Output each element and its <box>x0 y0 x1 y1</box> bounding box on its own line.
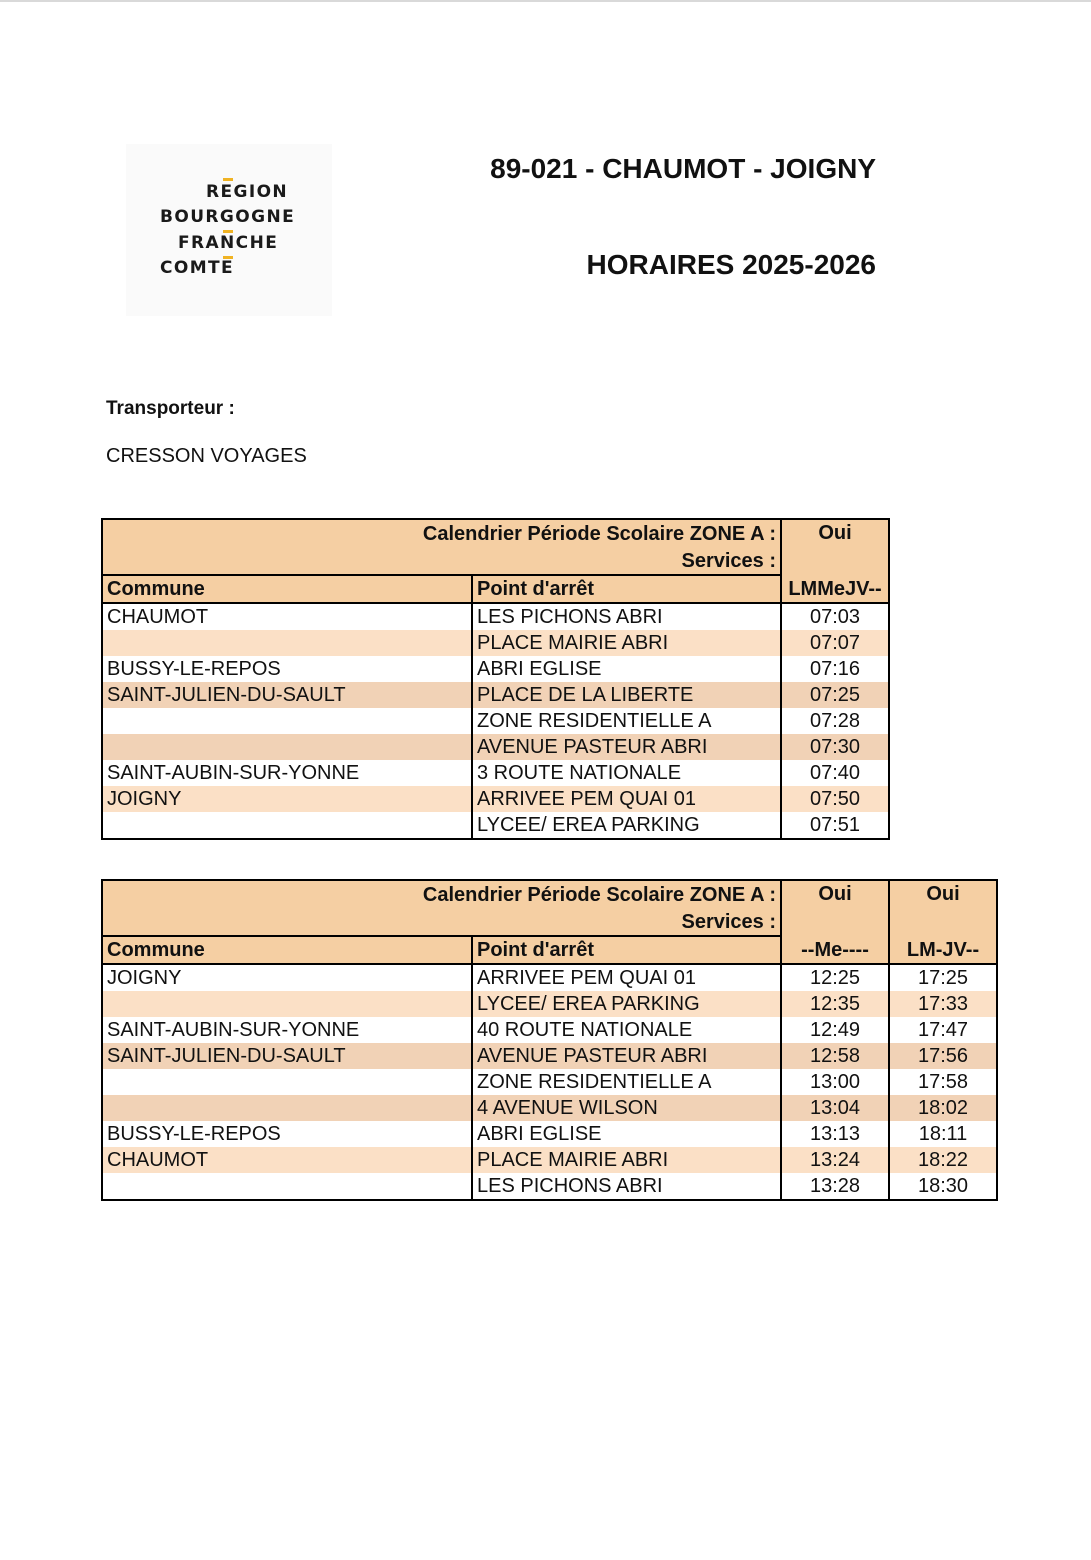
table-row <box>102 1043 997 1069</box>
calendar-row <box>102 880 997 908</box>
timetable-outbound <box>101 518 890 840</box>
cell-time: 12:58 <box>781 1043 889 1069</box>
cell-time: 07:51 <box>781 812 889 839</box>
cell-stop: LYCEE/ EREA PARKING <box>472 991 781 1017</box>
cell-time: 07:25 <box>781 682 889 708</box>
cell-commune <box>102 630 472 656</box>
cell-time: 17:58 <box>889 1069 997 1095</box>
column-header-stop: Point d'arrêt <box>472 936 781 964</box>
cell-commune <box>102 812 472 839</box>
service-calendar-value: Oui <box>889 880 997 936</box>
column-header-commune: Commune <box>102 936 472 964</box>
cell-commune: BUSSY-LE-REPOS <box>102 1121 472 1147</box>
table-row <box>102 1173 997 1200</box>
cell-time: 18:11 <box>889 1121 997 1147</box>
logo-line-comte: COMTE <box>160 258 235 278</box>
cell-time: 07:07 <box>781 630 889 656</box>
table-row <box>102 760 889 786</box>
table-row <box>102 991 997 1017</box>
table-row <box>102 964 997 991</box>
services-label: Services : <box>102 547 781 575</box>
cell-time: 13:00 <box>781 1069 889 1095</box>
cell-commune <box>102 734 472 760</box>
column-header-stop: Point d'arrêt <box>472 575 781 603</box>
column-header-row <box>102 936 997 964</box>
service-calendar-value: Oui <box>781 519 889 575</box>
table-row <box>102 708 889 734</box>
table-row <box>102 656 889 682</box>
cell-time: 12:25 <box>781 964 889 991</box>
cell-time: 12:49 <box>781 1017 889 1043</box>
cell-time: 18:30 <box>889 1173 997 1200</box>
service-days: LM-JV-- <box>889 936 997 964</box>
cell-stop: ABRI EGLISE <box>472 1121 781 1147</box>
cell-stop: LYCEE/ EREA PARKING <box>472 812 781 839</box>
cell-stop: LES PICHONS ABRI <box>472 603 781 630</box>
cell-commune <box>102 991 472 1017</box>
logo-line-region: REGION <box>206 182 289 202</box>
cell-commune: CHAUMOT <box>102 603 472 630</box>
cell-time: 07:28 <box>781 708 889 734</box>
route-title: 89-021 - CHAUMOT - JOIGNY <box>490 153 876 184</box>
cell-time: 07:30 <box>781 734 889 760</box>
cell-time: 13:28 <box>781 1173 889 1200</box>
cell-commune: SAINT-AUBIN-SUR-YONNE <box>102 1017 472 1043</box>
cell-stop: ARRIVEE PEM QUAI 01 <box>472 786 781 812</box>
calendar-label: Calendrier Période Scolaire ZONE A : <box>102 880 781 908</box>
cell-stop: AVENUE PASTEUR ABRI <box>472 734 781 760</box>
cell-time: 07:03 <box>781 603 889 630</box>
cell-stop: AVENUE PASTEUR ABRI <box>472 1043 781 1069</box>
cell-commune: BUSSY-LE-REPOS <box>102 656 472 682</box>
cell-commune: JOIGNY <box>102 786 472 812</box>
region-logo <box>126 144 332 316</box>
table-row <box>102 1147 997 1173</box>
cell-time: 17:25 <box>889 964 997 991</box>
cell-time: 07:16 <box>781 656 889 682</box>
cell-stop: PLACE DE LA LIBERTE <box>472 682 781 708</box>
cell-stop: 4 AVENUE WILSON <box>472 1095 781 1121</box>
carrier-name: CRESSON VOYAGES <box>106 445 307 467</box>
table-row <box>102 812 889 839</box>
table-row <box>102 682 889 708</box>
cell-commune <box>102 1173 472 1200</box>
cell-stop: ARRIVEE PEM QUAI 01 <box>472 964 781 991</box>
table-row <box>102 1121 997 1147</box>
services-label: Services : <box>102 908 781 936</box>
cell-time: 17:56 <box>889 1043 997 1069</box>
calendar-row <box>102 519 889 547</box>
cell-time: 13:13 <box>781 1121 889 1147</box>
table-row <box>102 630 889 656</box>
table-row <box>102 786 889 812</box>
cell-time: 18:22 <box>889 1147 997 1173</box>
logo-line-franche: FRANCHE <box>178 233 279 253</box>
logo-accent-bar <box>223 178 233 181</box>
table-row <box>102 734 889 760</box>
cell-commune <box>102 708 472 734</box>
carrier-label: Transporteur : <box>106 398 235 419</box>
column-header-commune: Commune <box>102 575 472 603</box>
cell-time: 17:33 <box>889 991 997 1017</box>
cell-time: 12:35 <box>781 991 889 1017</box>
page-top-edge <box>0 0 1091 2</box>
cell-stop: ZONE RESIDENTIELLE A <box>472 1069 781 1095</box>
cell-stop: LES PICHONS ABRI <box>472 1173 781 1200</box>
cell-time: 07:40 <box>781 760 889 786</box>
cell-time: 07:50 <box>781 786 889 812</box>
service-days: --Me---- <box>781 936 889 964</box>
cell-stop: 40 ROUTE NATIONALE <box>472 1017 781 1043</box>
cell-commune: CHAUMOT <box>102 1147 472 1173</box>
cell-stop: ZONE RESIDENTIELLE A <box>472 708 781 734</box>
services-row <box>102 547 889 575</box>
column-header-row <box>102 575 889 603</box>
cell-time: 18:02 <box>889 1095 997 1121</box>
table-row <box>102 1017 997 1043</box>
calendar-label: Calendrier Période Scolaire ZONE A : <box>102 519 781 547</box>
cell-time: 13:04 <box>781 1095 889 1121</box>
cell-commune <box>102 1069 472 1095</box>
cell-commune: SAINT-JULIEN-DU-SAULT <box>102 682 472 708</box>
logo-line-bourgogne: BOURGOGNE <box>160 207 296 227</box>
cell-time: 13:24 <box>781 1147 889 1173</box>
cell-stop: 3 ROUTE NATIONALE <box>472 760 781 786</box>
table-row <box>102 1069 997 1095</box>
cell-commune <box>102 1095 472 1121</box>
service-calendar-value: Oui <box>781 880 889 936</box>
schedule-subtitle: HORAIRES 2025-2026 <box>586 249 876 280</box>
cell-stop: PLACE MAIRIE ABRI <box>472 1147 781 1173</box>
cell-time: 17:47 <box>889 1017 997 1043</box>
cell-stop: ABRI EGLISE <box>472 656 781 682</box>
cell-commune: SAINT-JULIEN-DU-SAULT <box>102 1043 472 1069</box>
cell-commune: SAINT-AUBIN-SUR-YONNE <box>102 760 472 786</box>
table-row <box>102 603 889 630</box>
service-days: LMMeJV-- <box>781 575 889 603</box>
table-row <box>102 1095 997 1121</box>
timetable-return <box>101 879 998 1201</box>
cell-commune: JOIGNY <box>102 964 472 991</box>
cell-stop: PLACE MAIRIE ABRI <box>472 630 781 656</box>
